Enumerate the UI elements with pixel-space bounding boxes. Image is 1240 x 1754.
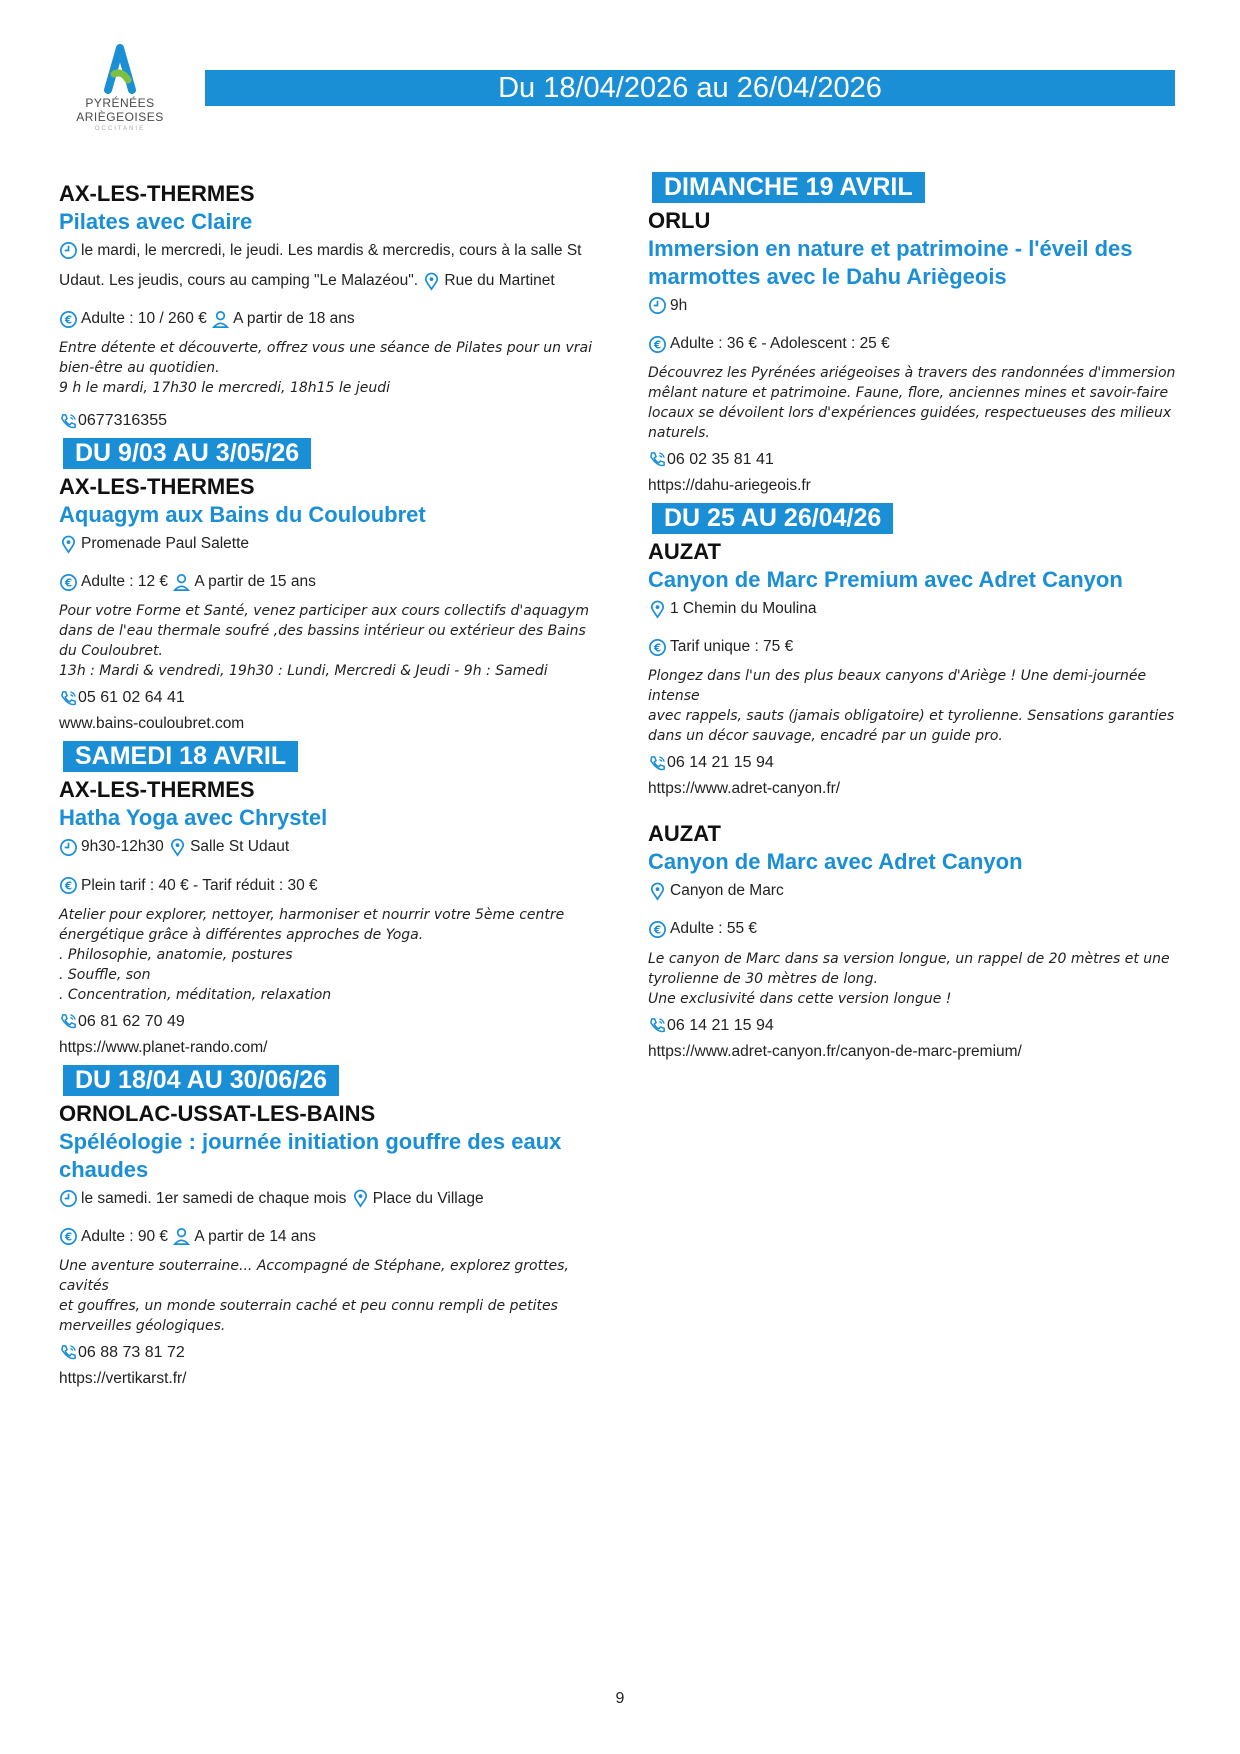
- phone-icon: [59, 1344, 78, 1361]
- price-text: Adulte : 10 / 260 €: [81, 310, 207, 328]
- event-url-link[interactable]: www.bains-couloubret.com: [59, 715, 245, 733]
- event-description: Plongez dans l'un des plus beaux canyons d'Ariège ! Une demi-journée intense avec rappels, sauts (jamais obligatoire) et tyrolienne. Sensations garanties dans un décor sauvage, encadré par un guide pro.: [648, 668, 1175, 745]
- location-text: Place du Village: [372, 1189, 484, 1207]
- location-pin-icon: [648, 594, 667, 624]
- date-banner: DU 25 AU 26/04/26: [652, 503, 893, 534]
- event-url-link[interactable]: https://www.planet-rando.com/: [59, 1038, 268, 1056]
- euro-icon: [59, 1222, 78, 1252]
- event-price: [648, 329, 1188, 359]
- event-aquagym: [59, 473, 599, 737]
- event-phone: [648, 750, 1188, 776]
- event-description: Atelier pour explorer, nettoyer, harmoniser et nourrir votre 5ème centre énergétique grâce à différentes approches de Yoga. . Philosophie, anatomie, postures . Souffle, son . Concentration, méditation, relaxation: [59, 906, 565, 1003]
- clock-icon: [648, 291, 667, 321]
- age-text: A partir de 15 ans: [194, 573, 316, 591]
- location-text: Rue du Martinet: [444, 272, 555, 290]
- event-pilates: [59, 180, 599, 434]
- event-price: [59, 304, 599, 334]
- euro-icon: [59, 304, 78, 334]
- svg-text:€: €: [653, 641, 662, 654]
- event-schedule: [648, 291, 1188, 321]
- person-icon: [172, 567, 191, 597]
- price-text: Adulte : 36 € - Adolescent : 25 €: [670, 335, 890, 353]
- event-price: [59, 1222, 599, 1252]
- event-price: [59, 567, 599, 597]
- location-pin-icon: [422, 266, 441, 296]
- phone-icon: [59, 412, 78, 429]
- event-location: [648, 594, 1188, 624]
- event-price: [648, 914, 1188, 944]
- schedule-text-line2: Udaut. Les jeudis, cours au camping "Le Malazéou".: [59, 272, 419, 290]
- event-title: Pilates avec Claire: [59, 209, 253, 234]
- svg-text:€: €: [653, 338, 662, 351]
- phone-text: 06 14 21 15 94: [667, 754, 774, 772]
- event-schedule: [59, 236, 599, 296]
- phone-icon: [648, 1017, 667, 1034]
- location-text: Salle St Udaut: [190, 838, 290, 856]
- location-text: Promenade Paul Salette: [81, 535, 250, 553]
- event-url-link[interactable]: https://www.adret-canyon.fr/: [648, 780, 841, 798]
- location-pin-icon: [648, 876, 667, 906]
- event-description: Une aventure souterraine... Accompagné de Stéphane, explorez grottes, cavités et gouffres, un monde souterrain caché et peu connu rempli de petites merveilles géologiques.: [59, 1257, 569, 1334]
- event-price: [59, 871, 599, 901]
- event-phone: [59, 1340, 599, 1366]
- logo: [70, 40, 180, 140]
- event-town: ORNOLAC-USSAT-LES-BAINS: [59, 1100, 376, 1126]
- event-title: Immersion en nature et patrimoine - l'éveil des marmottes avec le Dahu Ariègeois: [648, 236, 1133, 289]
- phone-icon: [59, 689, 78, 706]
- event-speleologie: [59, 1100, 599, 1392]
- person-icon: [211, 304, 230, 334]
- age-text: A partir de 14 ans: [194, 1227, 316, 1245]
- price-text: Tarif unique : 75 €: [670, 638, 794, 656]
- euro-icon: [648, 329, 667, 359]
- event-location: [59, 529, 599, 559]
- event-town: AX-LES-THERMES: [59, 777, 255, 803]
- event-town: AUZAT: [648, 821, 721, 847]
- svg-text:€: €: [653, 924, 662, 937]
- event-location: [648, 876, 1188, 906]
- location-pin-icon: [351, 1184, 370, 1214]
- euro-icon: [648, 914, 667, 944]
- event-phone: [59, 685, 599, 711]
- location-pin-icon: [168, 832, 187, 862]
- phone-icon: [648, 754, 667, 771]
- location-text: Canyon de Marc: [670, 882, 784, 900]
- logo-text-line3: OCCITANIE: [94, 126, 146, 132]
- event-title: Canyon de Marc avec Adret Canyon: [648, 849, 1023, 875]
- location-pin-icon: [59, 529, 78, 559]
- left-column: [59, 176, 599, 1392]
- page-number: 9: [615, 1690, 625, 1707]
- phone-icon: [648, 451, 667, 468]
- event-description: Découvrez les Pyrénées ariégeoises à travers des randonnées d'immersion mêlant nature et patrimoine. Faune, flore, anciennes mines et savoir-faire locaux se dévoilent lors d'expériences guidées, respectueuses des milieux naturels.: [648, 365, 1176, 442]
- clock-icon: [59, 832, 78, 862]
- date-banner: DIMANCHE 19 AVRIL: [652, 172, 925, 203]
- age-text: A partir de 18 ans: [233, 310, 355, 328]
- svg-text:€: €: [64, 880, 73, 893]
- event-description: Entre détente et découverte, offrez vous une séance de Pilates pour un vrai bien-être au quotidien. 9 h le mardi, 17h30 le mercredi, 18h15 le jeudi: [59, 340, 592, 397]
- phone-text: 06 02 35 81 41: [667, 451, 774, 469]
- phone-text: 06 14 21 15 94: [667, 1016, 774, 1034]
- event-town: AX-LES-THERMES: [59, 474, 255, 500]
- event-url-link[interactable]: https://dahu-ariegeois.fr: [648, 477, 811, 495]
- event-town: ORLU: [648, 208, 711, 233]
- price-text: Adulte : 12 €: [81, 573, 169, 591]
- event-phone: [648, 1013, 1188, 1039]
- phone-text: 06 88 73 81 72: [78, 1343, 185, 1361]
- event-schedule: [59, 1184, 599, 1214]
- phone-text: 05 61 02 64 41: [78, 689, 185, 707]
- event-url-link[interactable]: https://vertikarst.fr/: [59, 1369, 187, 1387]
- event-hatha-yoga: [59, 776, 599, 1060]
- svg-text:€: €: [64, 577, 73, 590]
- phone-text: 06 81 62 70 49: [78, 1012, 185, 1030]
- schedule-text: 9h: [670, 297, 688, 314]
- euro-icon: [648, 632, 667, 662]
- event-phone: [59, 408, 599, 434]
- price-text: Adulte : 90 €: [81, 1227, 169, 1245]
- event-immersion-nature: [648, 207, 1188, 499]
- clock-icon: [59, 236, 78, 266]
- date-banner: DU 9/03 AU 3/05/26: [63, 438, 311, 469]
- price-text: Plein tarif : 40 € - Tarif réduit : 30 €: [81, 876, 318, 894]
- event-town: AX-LES-THERMES: [59, 181, 255, 206]
- date-range-banner: Du 18/04/2026 au 26/04/2026: [205, 70, 1175, 106]
- date-banner: SAMEDI 18 AVRIL: [63, 741, 298, 772]
- event-description: Pour votre Forme et Santé, venez participer aux cours collectifs d'aquagym dans de l'eau thermale soufré ,des bassins intérieur ou extérieur des Bains du Couloubret. 13h : Mardi & vendredi, 19h30 : Lundi, Mercredi & Jeudi - 9h : Samedi: [59, 603, 589, 680]
- price-text: Adulte : 55 €: [670, 920, 758, 938]
- right-column: [648, 172, 1188, 1065]
- event-title: Canyon de Marc Premium avec Adret Canyon: [648, 567, 1123, 593]
- event-url-link[interactable]: https://www.adret-canyon.fr/canyon-de-marc-premium/: [648, 1042, 1022, 1060]
- logo-text-line2: ARIÈGEOISES: [76, 110, 164, 124]
- event-phone: [648, 447, 1188, 473]
- svg-text:€: €: [64, 1231, 73, 1244]
- date-banner: DU 18/04 AU 30/06/26: [63, 1065, 339, 1096]
- person-icon: [172, 1222, 191, 1252]
- event-title: Spéléologie : journée initiation gouffre des eaux chaudes: [59, 1128, 562, 1182]
- event-phone: [59, 1009, 599, 1035]
- event-canyon-marc: [648, 820, 1188, 1064]
- event-title: Hatha Yoga avec Chrystel: [59, 805, 328, 831]
- svg-text:€: €: [64, 313, 73, 326]
- event-town: AUZAT: [648, 539, 721, 565]
- schedule-text: 9h30-12h30: [81, 838, 164, 856]
- phone-text: 0677316355: [78, 412, 167, 430]
- phone-icon: [59, 1013, 78, 1030]
- clock-icon: [59, 1184, 78, 1214]
- location-text: 1 Chemin du Moulina: [670, 600, 817, 618]
- event-title: Aquagym aux Bains du Couloubret: [59, 502, 426, 528]
- logo-text-line1: PYRÉNÉES: [85, 96, 155, 110]
- logo-mark-icon: [70, 40, 170, 96]
- event-schedule: [59, 832, 599, 862]
- event-description: Le canyon de Marc dans sa version longue, un rappel de 20 mètres et une tyrolienne de 30 mètres de long. Une exclusivité dans cette version longue !: [648, 950, 1170, 1007]
- schedule-text-line1: le mardi, le mercredi, le jeudi. Les mardis & mercredis, cours à la salle St: [81, 242, 582, 259]
- event-canyon-premium: [648, 538, 1188, 802]
- euro-icon: [59, 567, 78, 597]
- schedule-text: le samedi. 1er samedi de chaque mois: [81, 1189, 347, 1207]
- event-price: [648, 632, 1188, 662]
- euro-icon: [59, 871, 78, 901]
